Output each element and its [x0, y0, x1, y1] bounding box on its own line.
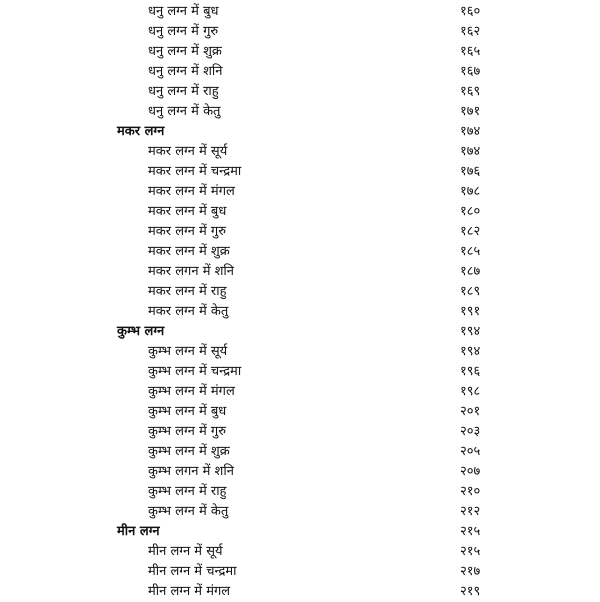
entry-title: कुम्भ लग्न में बुध [148, 404, 227, 419]
page-number: १६२ [460, 24, 481, 39]
entry-title: धनु लग्न में शुक्र [148, 44, 222, 59]
toc-entry-row [0, 202, 600, 222]
page-number: १९४ [460, 344, 481, 359]
section-title: मकर लग्न [117, 124, 165, 139]
entry-title: धनु लग्न में शनि [148, 64, 223, 79]
entry-title: कुम्भ लग्न में मंगल [148, 384, 235, 399]
toc-section-row [0, 522, 600, 542]
page-number: १८५ [460, 244, 481, 259]
page-number: २१९ [460, 584, 481, 599]
entry-title: मकर लगन में शनि [148, 264, 235, 279]
page-number: १६९ [460, 84, 481, 99]
entry-title: मकर लग्न में बुध [148, 204, 227, 219]
toc-section-row [0, 322, 600, 342]
toc-entry-row [0, 382, 600, 402]
page-number: १६७ [460, 64, 481, 79]
entry-title: कुम्भ लग्न में गुरु [148, 424, 226, 439]
toc-entry-row [0, 42, 600, 62]
toc-entry-row [0, 442, 600, 462]
page-number: २०५ [460, 444, 481, 459]
page-number: १७६ [460, 164, 481, 179]
toc-entry-row [0, 562, 600, 582]
toc-entry-row [0, 402, 600, 422]
toc-entry-row [0, 482, 600, 502]
page-number: १६५ [460, 44, 481, 59]
page-number: १८७ [460, 264, 481, 279]
page-number: १७४ [460, 144, 481, 159]
toc-entry-row [0, 302, 600, 322]
page-number: २१२ [460, 504, 481, 519]
entry-title: मकर लग्न में गुरु [148, 224, 227, 239]
page-number: १८० [460, 204, 481, 219]
toc-list [0, 2, 600, 602]
page-number: २०१ [460, 404, 481, 419]
entry-title: कुम्भ लग्न में शुक्र [148, 444, 230, 459]
page-number: २१७ [460, 564, 481, 579]
page-number: १७८ [460, 184, 481, 199]
page-number: १६० [460, 4, 481, 19]
toc-entry-row [0, 362, 600, 382]
toc-entry-row [0, 22, 600, 42]
entry-title: कुम्भ लग्न में चन्द्रमा [148, 364, 242, 379]
page-number: २१५ [460, 524, 481, 539]
entry-title: मकर लग्न में मंगल [148, 184, 235, 199]
entry-title: मकर लग्न में राहु [148, 284, 227, 299]
page-number: १८९ [460, 284, 481, 299]
toc-entry-row [0, 62, 600, 82]
toc-entry-row [0, 82, 600, 102]
toc-entry-row [0, 422, 600, 442]
page-number: १९८ [460, 384, 481, 399]
toc-section-row [0, 122, 600, 142]
entry-title: मकर लग्न में सूर्य [148, 144, 228, 159]
toc-entry-row [0, 262, 600, 282]
entry-title: कुम्भ लग्न में केतु [148, 504, 229, 519]
page-number: १८२ [460, 224, 481, 239]
entry-title: मीन लग्न में चन्द्रमा [148, 564, 237, 579]
entry-title: मीन लग्न में मंगल [148, 584, 231, 599]
entry-title: धनु लग्न में केतु [148, 104, 221, 119]
page-number: २१५ [460, 544, 481, 559]
page-number: १९४ [460, 324, 481, 339]
toc-entry-row [0, 582, 600, 602]
page-number: १७१ [460, 104, 481, 119]
toc-entry-row [0, 102, 600, 122]
page-number: १९१ [460, 304, 481, 319]
section-title: कुम्भ लग्न [117, 324, 165, 339]
entry-title: धनु लग्न में राहु [148, 84, 219, 99]
entry-title: मकर लग्न में चन्द्रमा [148, 164, 242, 179]
page-number: १९६ [460, 364, 481, 379]
section-title: मीन लग्न [117, 524, 160, 539]
page-number: २०७ [460, 464, 481, 479]
entry-title: कुम्भ लगन में शनि [148, 464, 234, 479]
toc-entry-row [0, 502, 600, 522]
page-number: २१० [460, 484, 481, 499]
toc-entry-row [0, 242, 600, 262]
entry-title: कुम्भ लग्न में सूर्य [148, 344, 228, 359]
toc-entry-row [0, 342, 600, 362]
entry-title: मकर लग्न में शुक्र [148, 244, 230, 259]
toc-entry-row [0, 222, 600, 242]
toc-entry-row [0, 162, 600, 182]
page-number: २०३ [460, 424, 481, 439]
entry-title: धनु लग्न में बुध [148, 4, 219, 19]
toc-entry-row [0, 462, 600, 482]
entry-title: मकर लग्न में केतु [148, 304, 229, 319]
toc-entry-row [0, 2, 600, 22]
entry-title: धनु लग्न में गुरु [148, 24, 219, 39]
toc-entry-row [0, 282, 600, 302]
toc-entry-row [0, 142, 600, 162]
entry-title: कुम्भ लग्न में राहु [148, 484, 227, 499]
page-number: १७४ [460, 124, 481, 139]
toc-entry-row [0, 182, 600, 202]
entry-title: मीन लग्न में सूर्य [148, 544, 223, 559]
toc-entry-row [0, 542, 600, 562]
